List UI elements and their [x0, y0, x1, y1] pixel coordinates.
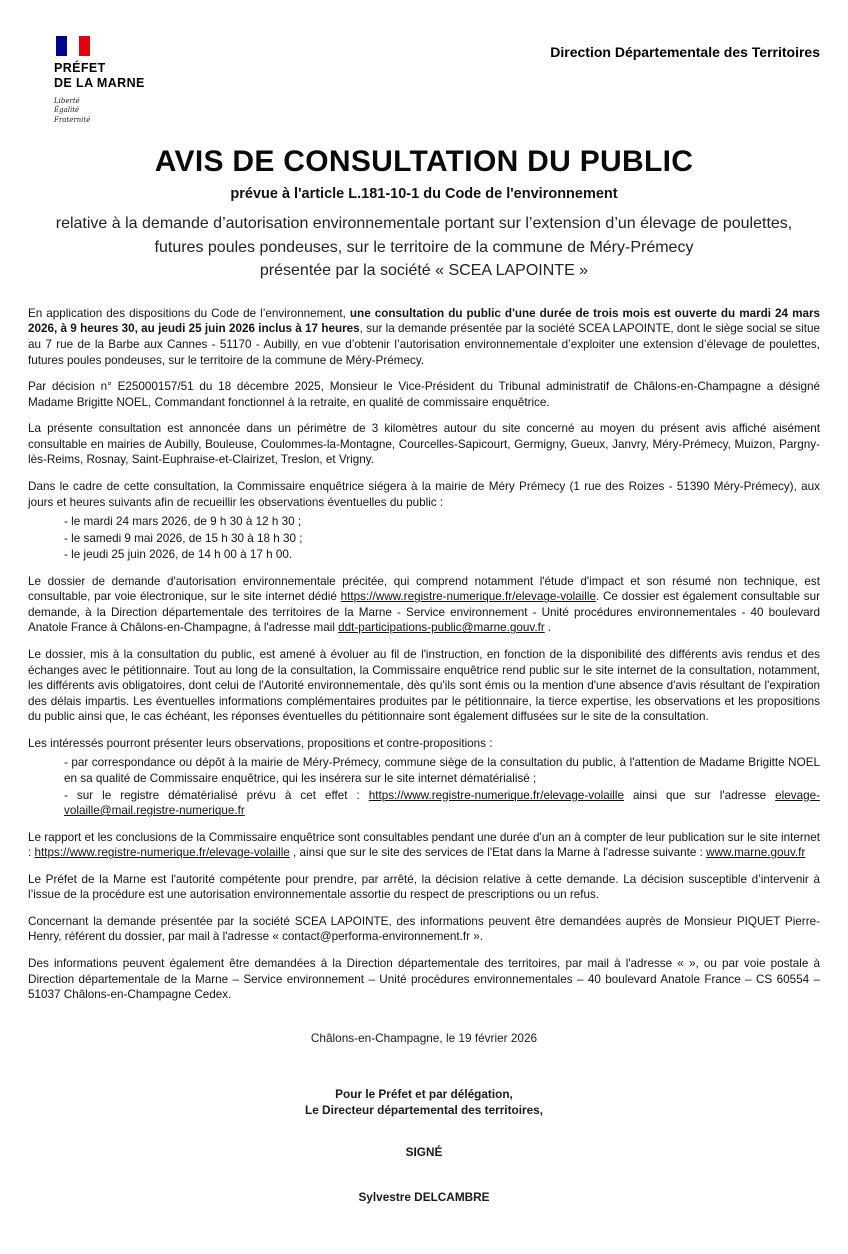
- prefecture-name: [54, 61, 145, 91]
- text-segment: - sur le registre dématérialisé prévu à cet effet :: [64, 788, 369, 802]
- document-header: [28, 36, 820, 125]
- document-link[interactable]: https://www.registre-numerique.fr/elevage-volaille: [340, 590, 596, 604]
- title-block: [28, 145, 820, 282]
- text-segment: En application des dispositions du Code de l’environnement,: [28, 306, 350, 320]
- body-list: [28, 514, 820, 563]
- prefecture-name-line2: DE LA MARNE: [54, 76, 145, 90]
- text-segment: Le Préfet de la Marne est l'autorité compétente pour prendre, par arrêté, la décision relative à cette demande. La décision susceptible d’intervenir à l’issue de la procédure est une autorisation environnementale assortie du respect de prescriptions ou un refus.: [28, 872, 820, 902]
- text-segment: La présente consultation est annoncée dans un périmètre de 3 kilomètres autour du site concerné au moyen du présent avis affiché aisément consultable en mairies de Aubilly, Bouleuse, Coulommes-la-Montagne, Courcelles-Sapicourt, Germigny, Gueux, Janvry, Méry-Prémecy, Muizon, Pargny-lès-Reims, Rosnay, Saint-Euphraise-et-Clairizet, Treslon, et Vrigny.: [28, 422, 820, 467]
- text-segment: . Ce dossier est également consultable sur demande, à la Direction départementale des territoires de la Marne - Service environnement - Unité procédures environnementales - 40 boulevard Anatole France à Châlons-en-Champagne, à l'adresse mail: [28, 590, 820, 635]
- body-paragraph: [28, 574, 820, 636]
- document-link[interactable]: elevage-volaille@mail.registre-numerique.fr: [64, 788, 820, 818]
- text-segment: Le dossier de demande d'autorisation environnementale précitée, qui comprend notamment l'étude d'impact et son résumé non technique, est consultable, par voie électronique, sur le site internet dédié: [28, 574, 820, 604]
- issuing-department: Direction Départementale des Territoires: [550, 44, 820, 60]
- body-paragraph: [28, 736, 820, 752]
- text-segment: Les intéressés pourront présenter leurs observations, propositions et contre-propositions :: [28, 736, 493, 750]
- document-link[interactable]: ddt-participations-public@marne.gouv.fr: [338, 621, 545, 635]
- notice-title: AVIS DE CONSULTATION DU PUBLIC: [154, 145, 694, 179]
- text-segment: Le rapport et les conclusions de la Commissaire enquêtrice sont consultables pendant une durée d'un an à compter de leur publication sur le site internet :: [28, 830, 820, 860]
- prefecture-name-line1: PRÉFET: [54, 61, 106, 75]
- body-paragraph: [28, 956, 820, 1003]
- text-segment: Concernant la demande présentée par la société SCEA LAPOINTE, des informations peuvent être demandées auprès de Monsieur PIQUET Pierre-Henry, référent du dossier, par mail à l'adresse « contact@performa-environnement.fr ».: [28, 914, 820, 944]
- french-flag-icon: [56, 36, 90, 56]
- notice-subtitle-company: présentée par la société « SCEA LAPOINTE »: [259, 261, 589, 279]
- body-paragraph: [28, 647, 820, 725]
- text-segment: ainsi que sur l'adresse: [624, 788, 776, 802]
- signed-label: SIGNÉ: [405, 1144, 443, 1159]
- text-segment: .: [544, 621, 552, 635]
- notice-subtitle-article: prévue à l'article L.181-10-1 du Code de l'environnement: [230, 186, 618, 203]
- text-segment: , ainsi que sur le site des services de l'Etat dans la Marne à l'adresse suivante :: [289, 846, 707, 860]
- list-item: [64, 531, 820, 547]
- document-body: [28, 306, 820, 1003]
- document-link[interactable]: https://www.registre-numerique.fr/elevage-volaille: [34, 846, 290, 860]
- delegation-line-2: Le Directeur départemental des territoires,: [305, 1102, 543, 1117]
- motto-fraternite: Fraternité: [54, 115, 91, 124]
- text-segment: une consultation du public d'une durée de trois mois est ouverte du mardi 24 mars 2026, à 9 heures 30, au jeudi 25 juin 2026 inclus à 17 heures: [28, 306, 821, 336]
- signatory-name: Sylvestre DELCAMBRE: [358, 1190, 490, 1205]
- list-item: [64, 514, 820, 530]
- body-paragraph: [28, 872, 820, 903]
- list-item: [64, 755, 820, 786]
- text-segment: Dans le cadre de cette consultation, la Commissaire enquêtrice siégera à la mairie de Méry Prémecy (1 rue des Roizes - 51390 Méry-Prémecy), aux jours et heures suivants afin de recueillir les observations éventuelles du public :: [28, 479, 820, 509]
- body-list: [28, 755, 820, 818]
- delegation-line-1: Pour le Préfet et par délégation,: [335, 1086, 513, 1101]
- text-segment: - le samedi 9 mai 2026, de 15 h 30 à 18 h 30 ;: [64, 531, 303, 545]
- text-segment: Le dossier, mis à la consultation du public, est amené à évoluer au fil de l'instruction, en fonction de la disponibilité des différents avis rendus et des échanges avec le pétitionnaire. Tout au long de la consultation, la Commissaire enquêtrice rend public sur le site internet de la consultation, notamment, les différents avis obligatoires, dont celui de l'Autorité environnementale, dès qu'ils sont émis ou la mention d'une absence d'avis résultant de l'expiration des délais impartis. Les éventuelles informations complémentaires produites par le pétitionnaire, la tierce expertise, les observations et les propositions du public ainsi que, le cas échéant, les réponses éventuelles du pétitionnaire sont également diffusées sur le site de la consultation.: [28, 648, 820, 724]
- text-segment: Des informations peuvent également être demandées à la Direction départementale des territoires, par mail à l'adresse « », ou par voie postale à Direction départementale de la Marne – Service environnement – Unité procédures environnementales – 40 boulevard Anatole France – CS 60554 – 51037 Châlons-en-Champagne Cedex.: [28, 957, 820, 1002]
- body-paragraph: [28, 306, 820, 368]
- notice-subtitle-object: relative à la demande d’autorisation environnementale portant sur l’extension d’un élevage de poulettes, futures poules pondeuses, sur le territoire de la commune de Méry-Prémecy: [55, 215, 793, 256]
- body-paragraph: [28, 830, 820, 861]
- prefecture-logo: [54, 36, 145, 125]
- body-paragraph: [28, 379, 820, 410]
- body-paragraph: [28, 479, 820, 510]
- list-item: [64, 547, 820, 563]
- body-paragraph: [28, 914, 820, 945]
- republic-motto: [54, 97, 145, 125]
- motto-liberte: Liberté: [54, 97, 80, 105]
- document-link[interactable]: www.marne.gouv.fr: [706, 846, 806, 860]
- body-paragraph: [28, 421, 820, 468]
- text-segment: - le mardi 24 mars 2026, de 9 h 30 à 12 h 30 ;: [64, 515, 302, 529]
- text-segment: , sur la demande présentée par la société SCEA LAPOINTE, dont le siège social se situe au 7 rue de la Barbe aux Cannes - 51170 - Aubilly, en vue d’obtenir l’autorisation environnementale d’exploiter une extension d’élevage de poulettes, futures poules pondeuses, sur le territoire de la commune de Méry-Prémecy.: [28, 322, 820, 367]
- dateline: Châlons-en-Champagne, le 19 février 2026: [310, 1030, 538, 1045]
- document-footer: [28, 1031, 820, 1207]
- list-item: [64, 788, 820, 819]
- document-link[interactable]: https://www.registre-numerique.fr/elevage-volaille: [368, 788, 625, 802]
- motto-egalite: Égalité: [54, 106, 80, 115]
- signature-block: [28, 1087, 820, 1207]
- text-segment: Par décision n° E25000157/51 du 18 décembre 2025, Monsieur le Vice-Président du Tribunal administratif de Châlons-en-Champagne a désigné Madame Brigitte NOEL, Commandant fonctionnel à la retraite, en qualité de commissaire enquêtrice.: [28, 380, 820, 409]
- text-segment: - le jeudi 25 juin 2026, de 14 h 00 à 17 h 00.: [64, 548, 293, 562]
- text-segment: - par correspondance ou dépôt à la mairie de Méry-Prémecy, commune siège de la consultation du public, à l'attention de Madame Brigitte NOEL en sa qualité de Commissaire enquêtrice, qui les insérera sur le site internet dématérialisé ;: [64, 756, 820, 785]
